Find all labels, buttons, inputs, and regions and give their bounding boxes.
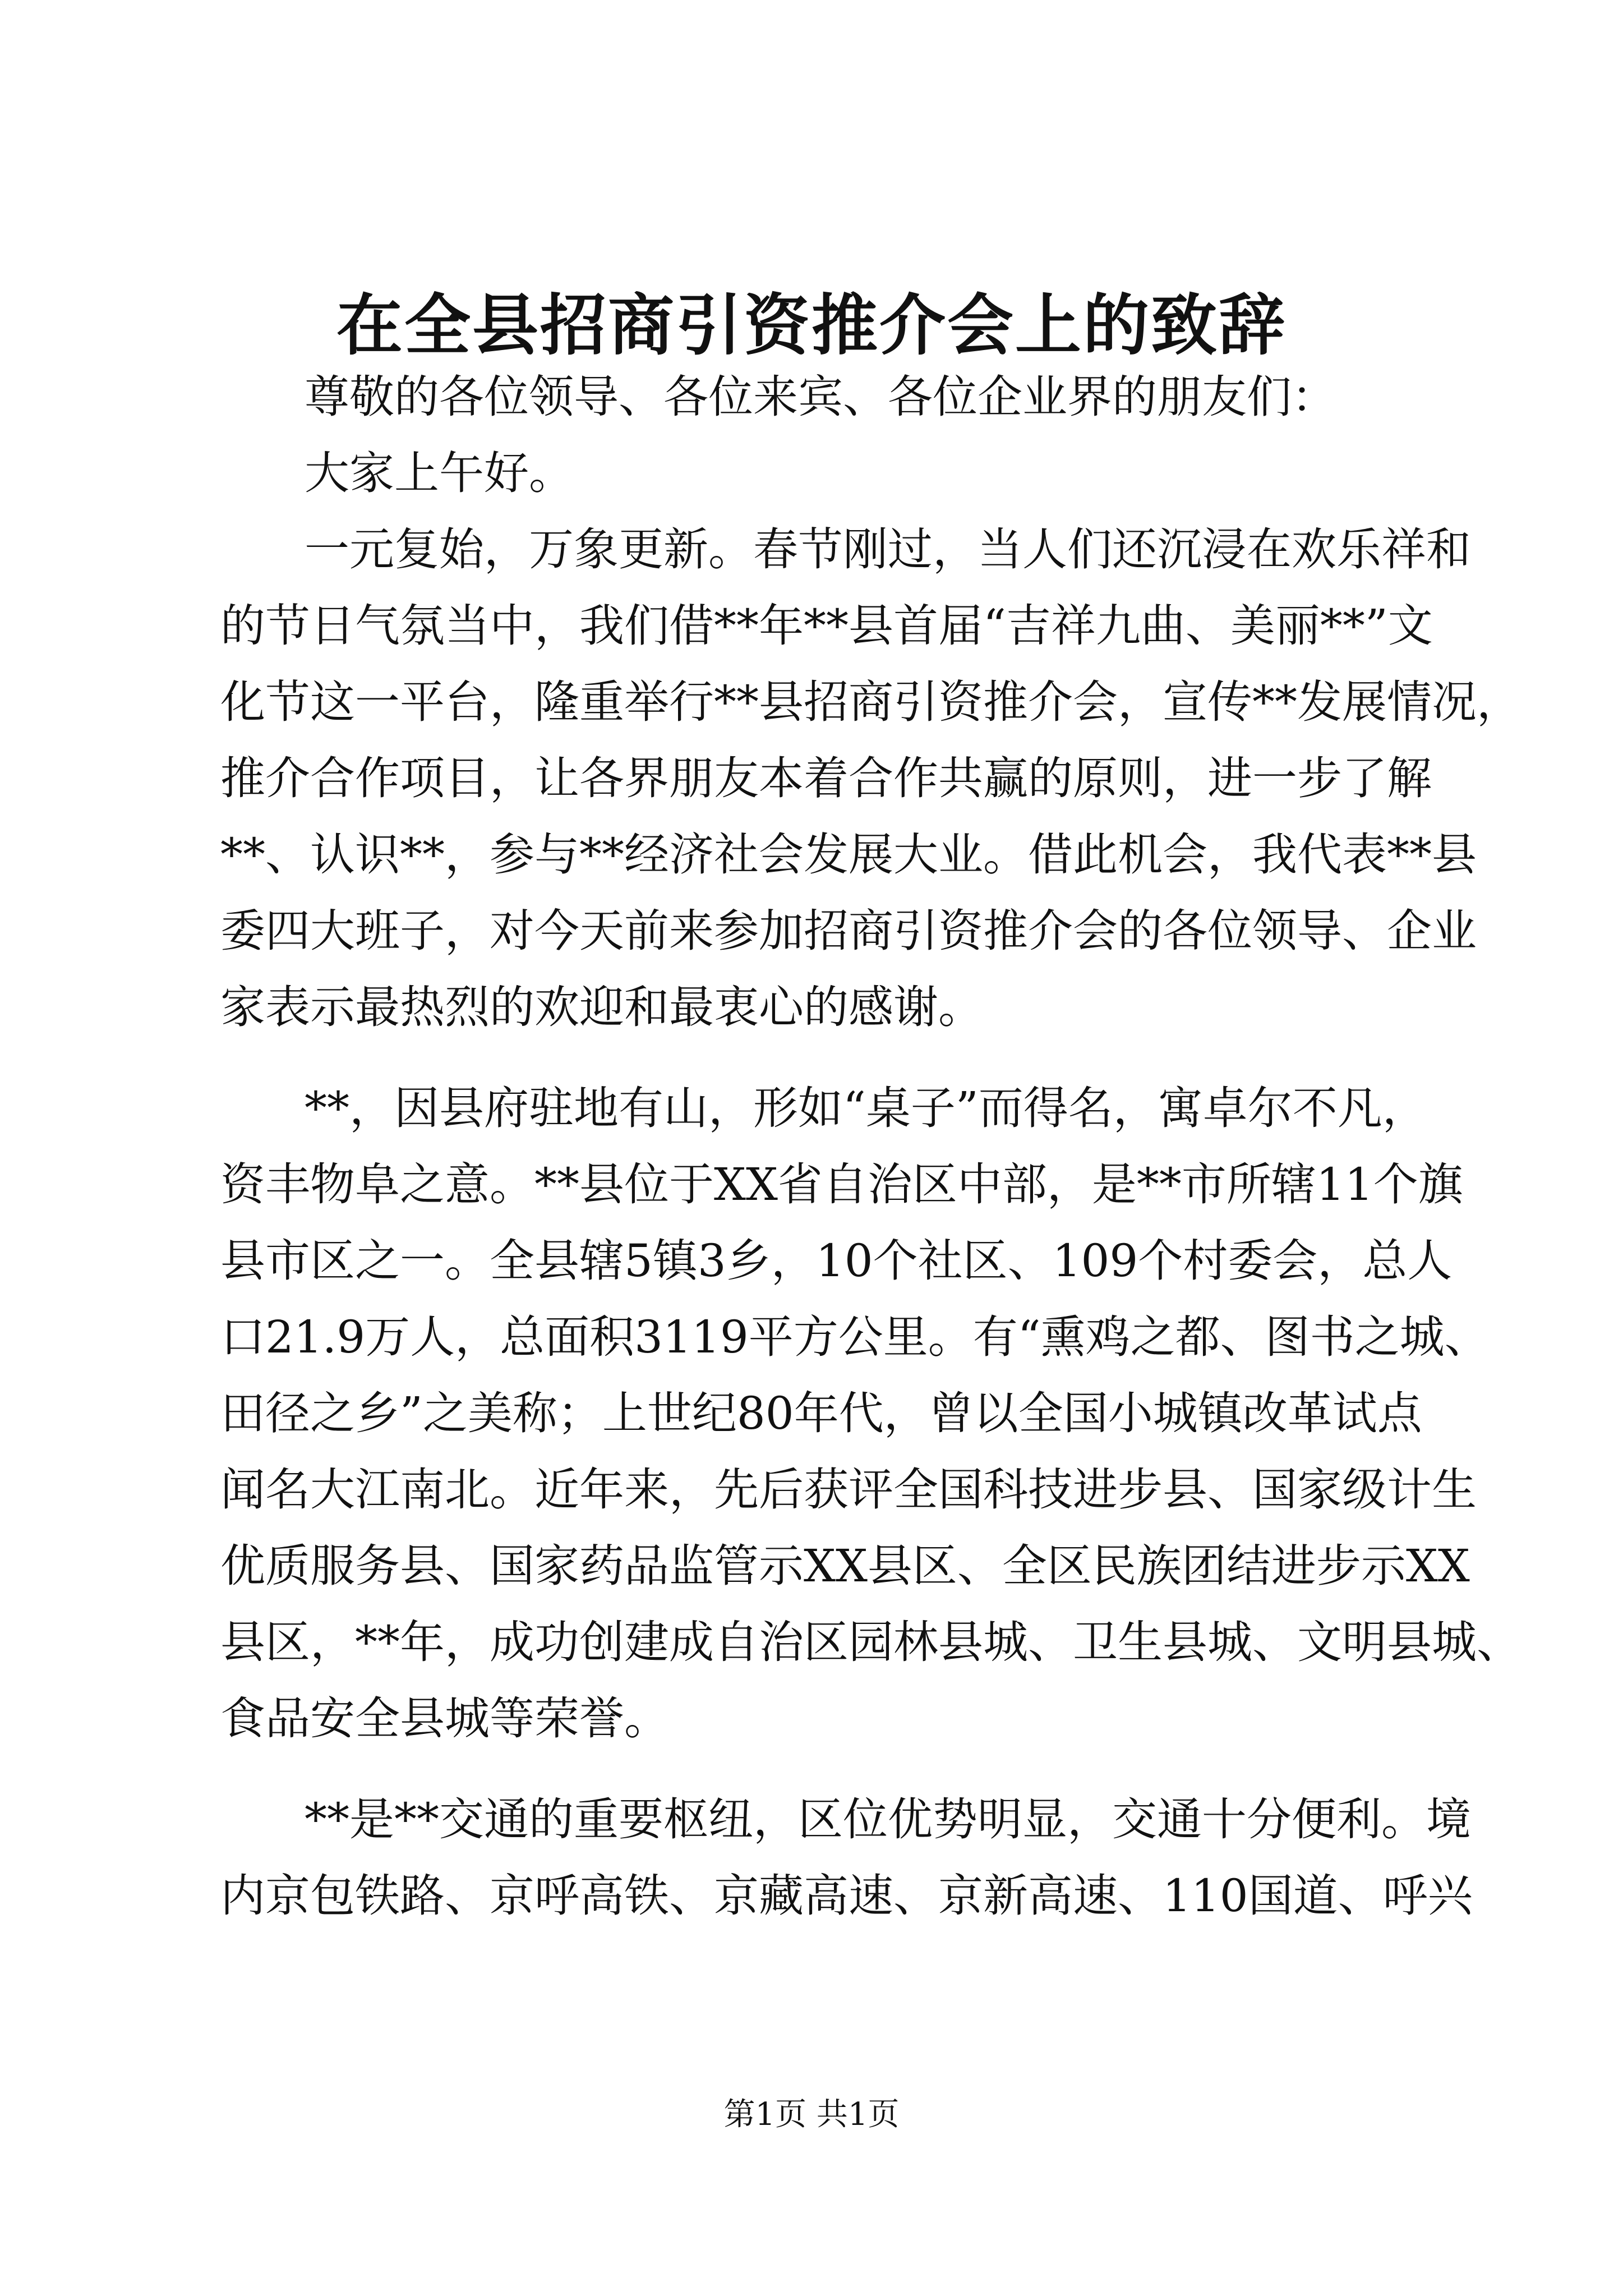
paragraph-2-line-5: 田径之乡”之美称；上世纪80年代，曾以全国小城镇改革试点 [220, 1387, 1422, 1439]
paragraph-2-line-4: 口21.9万人，总面积3119平方公里。有“熏鸡之都、图书之城、 [220, 1311, 1490, 1363]
paragraph-2-line-2: 资丰物阜之意。**县位于XX省自治区中部，是**市所辖11个旗 [220, 1158, 1463, 1211]
paragraph-gap [220, 1046, 1432, 1070]
paragraph-2-line-3: 县市区之一。全县辖5镇3乡，10个社区、109个村委会，总人 [220, 1235, 1453, 1287]
paragraph-2-line-7: 优质服务县、国家药品监管示XX县区、全区民族团结进步示XX [220, 1540, 1470, 1592]
paragraph-2-line-8: 县区，**年，成功创建成自治区园林县城、卫生县城、文明县城、 [220, 1616, 1521, 1668]
document-body [220, 359, 1521, 1934]
salutation-line: 尊敬的各位领导、各位来宾、各位企业界的朋友们： [305, 371, 1336, 423]
paragraph-1-line-2: 的节日气氛当中，我们借**年**县首届“吉祥九曲、美丽**”文 [220, 600, 1433, 652]
paragraph-1-line-6: 委四大班子，对今天前来参加招商引资推介会的各位领导、企业 [220, 905, 1477, 957]
paragraph-3-line-1: **是**交通的重要枢纽，区位优势明显，交通十分便利。境 [305, 1793, 1471, 1846]
paragraph-gap [220, 1757, 1432, 1782]
paragraph-2-line-1: **，因县府驻地有山，形如“桌子”而得名，寓卓尔不凡， [305, 1082, 1427, 1134]
paragraph-3-line-2: 内京包铁路、京呼高铁、京藏高速、京新高速、110国道、呼兴 [220, 1870, 1473, 1922]
paragraph-1-line-5: **、认识**，参与**经济社会发展大业。借此机会，我代表**县 [220, 829, 1477, 881]
greeting-line: 大家上午好。 [305, 447, 574, 499]
paragraph-2-line-6: 闻名大江南北。近年来，先后获评全国科技进步县、国家级计生 [220, 1464, 1477, 1516]
paragraph-1-line-4: 推介合作项目，让各界朋友本着合作共赢的原则，进一步了解 [220, 752, 1432, 804]
document-title: 在全县招商引资推介会上的致辞 [336, 286, 1287, 364]
paragraph-1-line-1: 一元复始，万象更新。春节刚过，当人们还沉浸在欢乐祥和 [305, 523, 1471, 576]
paragraph-1-line-7: 家表示最热烈的欢迎和最衷心的感谢。 [220, 981, 983, 1033]
paragraph-2-line-9: 食品安全县城等荣誉。 [220, 1692, 669, 1745]
page-number-footer: 第1页 共1页 [723, 2096, 900, 2133]
paragraph-1-line-3: 化节这一平台，隆重举行**县招商引资推介会，宣传**发展情况， [220, 676, 1521, 728]
